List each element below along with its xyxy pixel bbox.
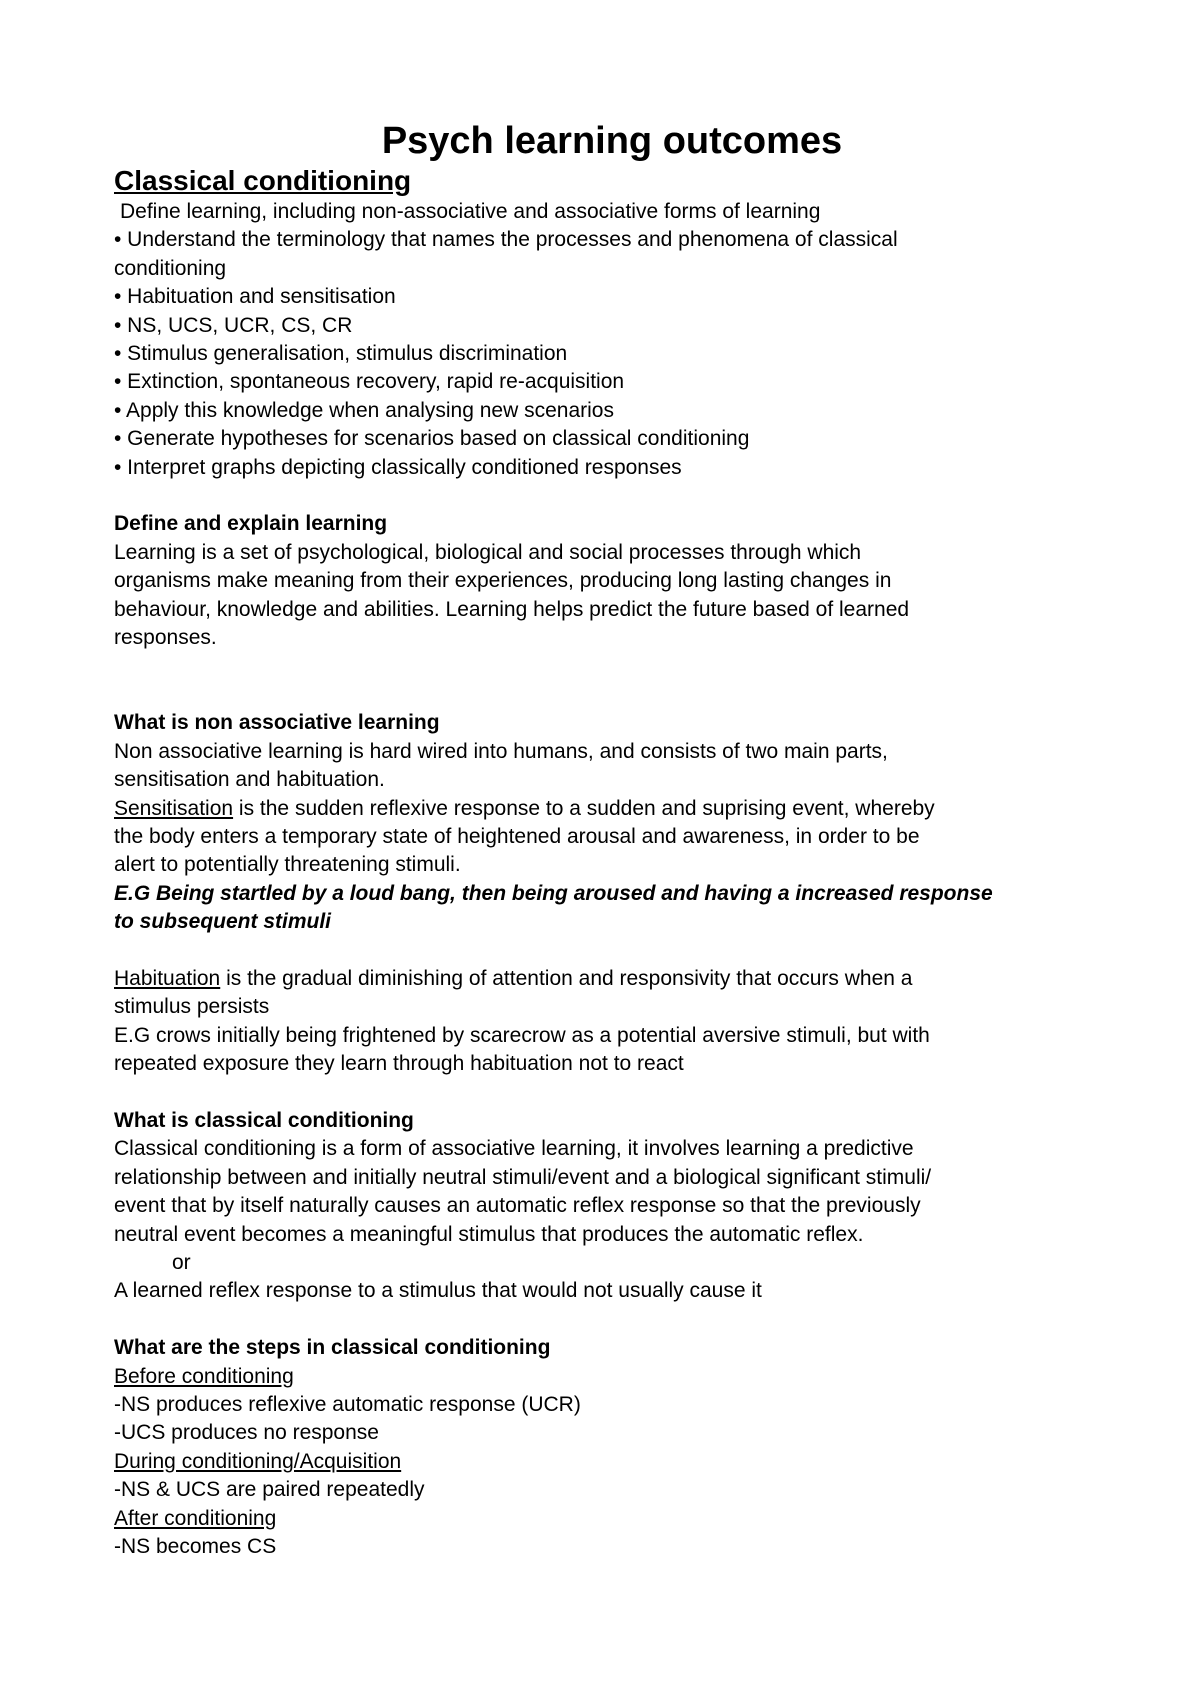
document-title: Psych learning outcomes <box>381 120 843 162</box>
outcome-item: conditioning <box>114 256 227 280</box>
learning-heading: Define and explain learning <box>114 512 388 536</box>
classical-line: event that by itself naturally causes an automatic reflex response so that the previously <box>114 1194 921 1218</box>
spacer <box>114 1079 1094 1107</box>
classical-line: neutral event becomes a meaningful stimulus that produces the automatic reflex. <box>114 1222 864 1246</box>
step-item: -NS becomes CS <box>114 1535 277 1559</box>
outcome-item: • Extinction, spontaneous recovery, rapid re-acquisition <box>114 370 625 394</box>
sensitisation-example: to subsequent stimuli <box>114 910 332 934</box>
sensitisation-line: the body enters a temporary state of heightened arousal and awareness, in order to be <box>114 824 920 848</box>
sensitisation-term: Sensitisation <box>114 796 234 820</box>
spacer <box>114 482 1094 510</box>
step-item: -NS produces reflexive automatic response (UCR) <box>114 1392 581 1416</box>
steps-heading: What are the steps in classical conditioning <box>114 1336 551 1360</box>
classical-line: relationship between and initially neutral stimuli/event and a biological significant stimuli/ <box>114 1165 932 1189</box>
learning-line: responses. <box>114 626 217 650</box>
habituation-line: repeated exposure they learn through habituation not to react <box>114 1052 684 1076</box>
learning-line: organisms make meaning from their experiences, producing long lasting changes in <box>114 569 892 593</box>
sensitisation-line: alert to potentially threatening stimuli. <box>114 853 461 877</box>
step-item: -NS & UCS are paired repeatedly <box>114 1478 425 1502</box>
outcomes-intro: Define learning, including non-associative and associative forms of learning <box>120 200 821 223</box>
outcome-item: • Stimulus generalisation, stimulus discrimination <box>114 342 568 366</box>
habituation-term: Habituation <box>114 966 221 990</box>
outcome-item: • Understand the terminology that names the processes and phenomena of classical <box>114 228 898 252</box>
habituation-line: E.G crows initially being frightened by scarecrow as a potential aversive stimuli, but with <box>114 1023 930 1047</box>
habituation-line: stimulus persists <box>114 995 270 1019</box>
outcome-item: • Habituation and sensitisation <box>114 285 396 309</box>
outcome-item: • Interpret graphs depicting classically conditioned responses <box>114 455 682 479</box>
outcome-item: • Apply this knowledge when analysing new scenarios <box>114 398 614 422</box>
after-conditioning-label: After conditioning <box>114 1506 277 1530</box>
outcome-item: • Generate hypotheses for scenarios based on classical conditioning <box>114 427 750 451</box>
non-associative-line: sensitisation and habituation. <box>114 768 385 792</box>
spacer <box>114 1306 1094 1334</box>
learning-line: behaviour, knowledge and abilities. Learning helps predict the future based of learned <box>114 597 910 621</box>
sensitisation-definition <box>114 795 1094 823</box>
habituation-definition-text: is the gradual diminishing of attention and responsivity that occurs when a <box>220 966 913 990</box>
during-conditioning-label: During conditioning/Acquisition <box>114 1449 402 1473</box>
habituation-definition <box>114 965 1094 993</box>
spacer <box>114 652 1094 709</box>
classical-heading: What is classical conditioning <box>114 1108 414 1132</box>
before-conditioning-label: Before conditioning <box>114 1364 294 1388</box>
sensitisation-definition-text: is the sudden reflexive response to a sudden and suprising event, whereby <box>233 796 935 820</box>
learning-line: Learning is a set of psychological, biological and social processes through which <box>114 540 862 564</box>
outcome-item: • NS, UCS, UCR, CS, CR <box>114 313 353 337</box>
non-associative-line: Non associative learning is hard wired into humans, and consists of two main parts, <box>114 739 888 763</box>
section-title: Classical conditioning <box>114 165 412 196</box>
step-item: -UCS produces no response <box>114 1421 379 1445</box>
classical-line: Classical conditioning is a form of associative learning, it involves learning a predictive <box>114 1137 914 1161</box>
spacer <box>114 937 1094 965</box>
sensitisation-example: E.G Being startled by a loud bang, then being aroused and having a increased response <box>114 881 993 905</box>
classical-alt-definition: A learned reflex response to a stimulus that would not usually cause it <box>114 1279 762 1303</box>
document-page <box>114 118 1094 1561</box>
non-associative-heading: What is non associative learning <box>114 711 440 735</box>
classical-or: or <box>172 1250 191 1274</box>
